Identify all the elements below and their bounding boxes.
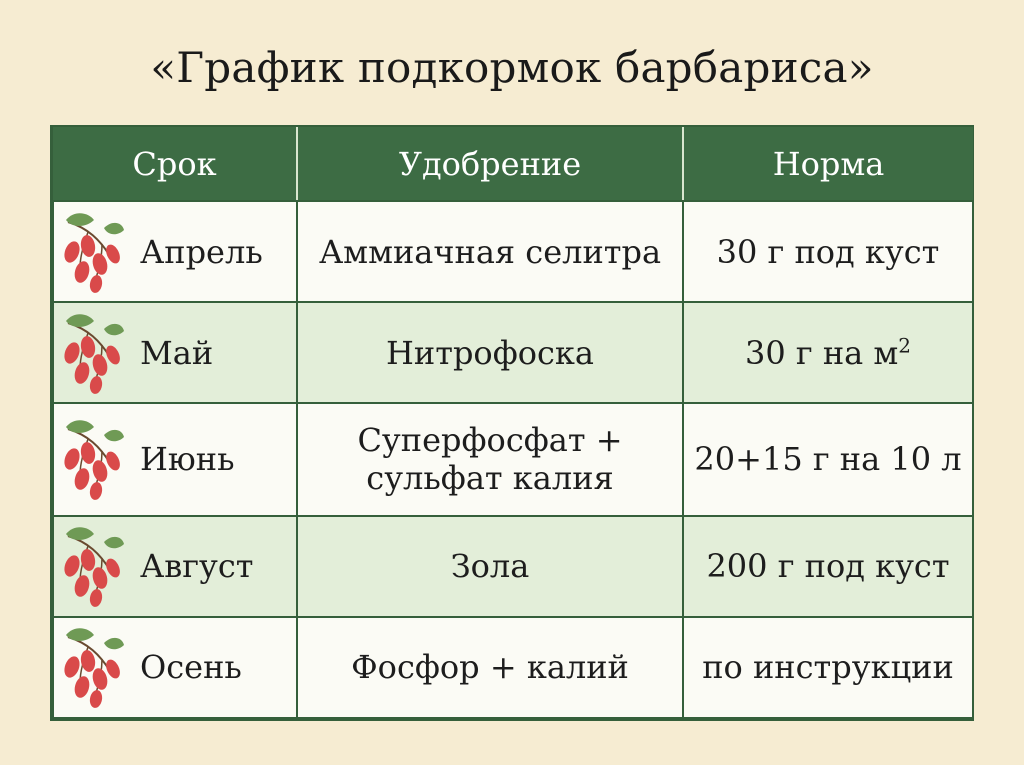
term-label: Апрель xyxy=(140,232,263,271)
table-row xyxy=(53,516,973,617)
barberry-sprig-icon xyxy=(58,524,128,608)
fertilizer-line: Суперфосфат + xyxy=(357,421,623,460)
schedule-table xyxy=(52,127,974,719)
rate-text: 20+15 г на 10 л xyxy=(694,440,962,479)
header-row xyxy=(53,127,973,201)
fertilizer-line: Нитрофоска xyxy=(386,333,594,372)
cell-rate xyxy=(683,516,973,617)
barberry-sprig-icon xyxy=(58,311,128,395)
cell-term xyxy=(53,617,297,718)
fertilizer-line: сульфат калия xyxy=(366,459,614,498)
term-label: Осень xyxy=(140,648,242,687)
cell-fertilizer xyxy=(297,617,683,718)
schedule-table-frame xyxy=(50,125,974,721)
cell-rate xyxy=(683,302,973,403)
barberry-sprig-icon xyxy=(58,625,128,709)
header-fertilizer: Удобрение xyxy=(297,127,683,201)
term-label: Май xyxy=(140,333,214,372)
barberry-sprig-icon xyxy=(58,417,128,501)
fertilizer-line: Зола xyxy=(450,547,530,586)
term-label: Август xyxy=(140,547,254,586)
term-label: Июнь xyxy=(140,440,235,479)
page-title: «График подкормок барбариса» xyxy=(150,43,874,92)
rate-text: 30 г под куст xyxy=(716,232,940,271)
fertilizer-line: Аммиачная селитра xyxy=(318,232,662,271)
cell-fertilizer xyxy=(297,403,683,515)
cell-fertilizer xyxy=(297,302,683,403)
cell-term xyxy=(53,403,297,515)
rate-superscript: 2 xyxy=(898,333,912,358)
table-row xyxy=(53,403,973,515)
cell-term xyxy=(53,201,297,302)
table-row xyxy=(53,302,973,403)
cell-term xyxy=(53,516,297,617)
cell-fertilizer xyxy=(297,201,683,302)
fertilizer-line: Фосфор + калий xyxy=(351,648,629,687)
cell-rate xyxy=(683,617,973,718)
table-row xyxy=(53,617,973,718)
table-row xyxy=(53,201,973,302)
rate-text: по инструкции xyxy=(702,648,954,687)
header-rate: Норма xyxy=(683,127,973,201)
rate-text: 30 г на м xyxy=(744,333,899,372)
cell-rate xyxy=(683,201,973,302)
cell-term xyxy=(53,302,297,403)
barberry-sprig-icon xyxy=(58,210,128,294)
rate-text: 200 г под куст xyxy=(706,547,950,586)
cell-rate xyxy=(683,403,973,515)
header-term: Срок xyxy=(53,127,297,201)
cell-fertilizer xyxy=(297,516,683,617)
